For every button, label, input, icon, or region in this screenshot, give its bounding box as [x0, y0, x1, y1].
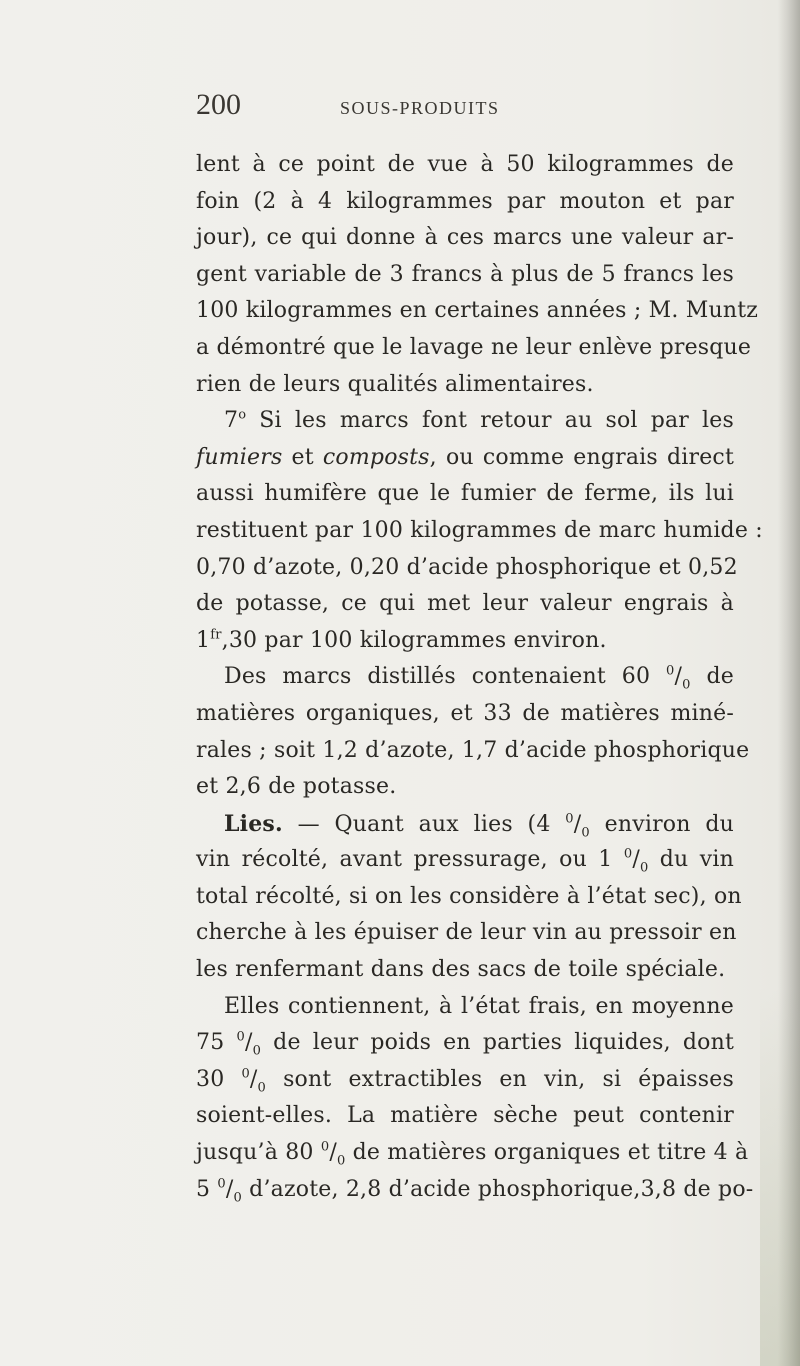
text-line: rales ; soit 1,2 d’azote, 1,7 d’acide phosphorique: [196, 737, 750, 763]
text-line: 75 $^0/_0$ de leur poids en parties liquides, dont: [196, 1029, 734, 1059]
text-line: foin (2 à 4 kilogrammes par mouton et par: [196, 188, 734, 214]
text-line: matières organiques, et 33 de matières miné-: [196, 700, 734, 726]
text-line: fumiers et composts, ou comme engrais direct: [196, 444, 734, 470]
text-line: Lies. — Quant aux lies (4 $^0/_0$ environ du: [224, 810, 734, 841]
text-line: 7$^o$ Si les marcs font retour au sol par les: [224, 407, 734, 434]
text-line: 100 kilogrammes en certaines années ; M. Muntz: [196, 298, 759, 324]
text-line: et 2,6 de potasse.: [196, 774, 397, 800]
text-line: 30 $^0/_0$ sont extractibles en vin, si épaisses: [196, 1066, 734, 1096]
text-line: soient-elles. La matière sèche peut contenir: [196, 1103, 734, 1129]
page-corner-stain: [760, 986, 800, 1366]
running-head: SOUS-PRODUITS: [340, 98, 500, 118]
text-line: gent variable de 3 francs à plus de 5 francs les: [196, 261, 734, 287]
text-line: les renfermant dans des sacs de toile spéciale.: [196, 957, 726, 983]
text-line: jusqu’à 80 $^0/_0$ de matières organiques et titre 4 à: [196, 1139, 749, 1169]
text-line: 0,70 d’azote, 0,20 d’acide phosphorique et 0,52: [196, 554, 738, 580]
text-line: de potasse, ce qui met leur valeur engrais à: [196, 591, 734, 617]
text-line: restituent par 100 kilogrammes de marc humide :: [196, 517, 763, 543]
text-line: Des marcs distillés contenaient 60 $^0/_0$ de: [224, 663, 734, 693]
text-line: $1^{fr},30$ par 100 kilogrammes environ.: [196, 627, 607, 653]
body-text: [196, 147, 763, 1208]
text-line: aussi humifère que le fumier de ferme, ils lui: [196, 481, 734, 507]
text-line: lent à ce point de vue à 50 kilogrammes de: [196, 152, 734, 177]
text-line: Elles contiennent, à l’état frais, en moyenne: [224, 993, 734, 1019]
text-line: jour), ce qui donne à ces marcs une valeur ar-: [196, 225, 734, 251]
text-line: a démontré que le lavage ne leur enlève presque: [196, 334, 752, 360]
text-line: rien de leurs qualités alimentaires.: [196, 371, 594, 397]
text-line: vin récolté, avant pressurage, ou 1 $^0/_0$ du vin: [196, 846, 734, 876]
page-number: 200: [196, 88, 241, 121]
text-line: total récolté, si on les considère à l’état sec), on: [196, 883, 742, 909]
text-line: cherche à les épuiser de leur vin au pressoir en: [196, 920, 737, 946]
text-line: 5 $^0/_0$ d’azote, 2,8 d’acide phosphorique,3,8 de po-: [196, 1176, 754, 1206]
